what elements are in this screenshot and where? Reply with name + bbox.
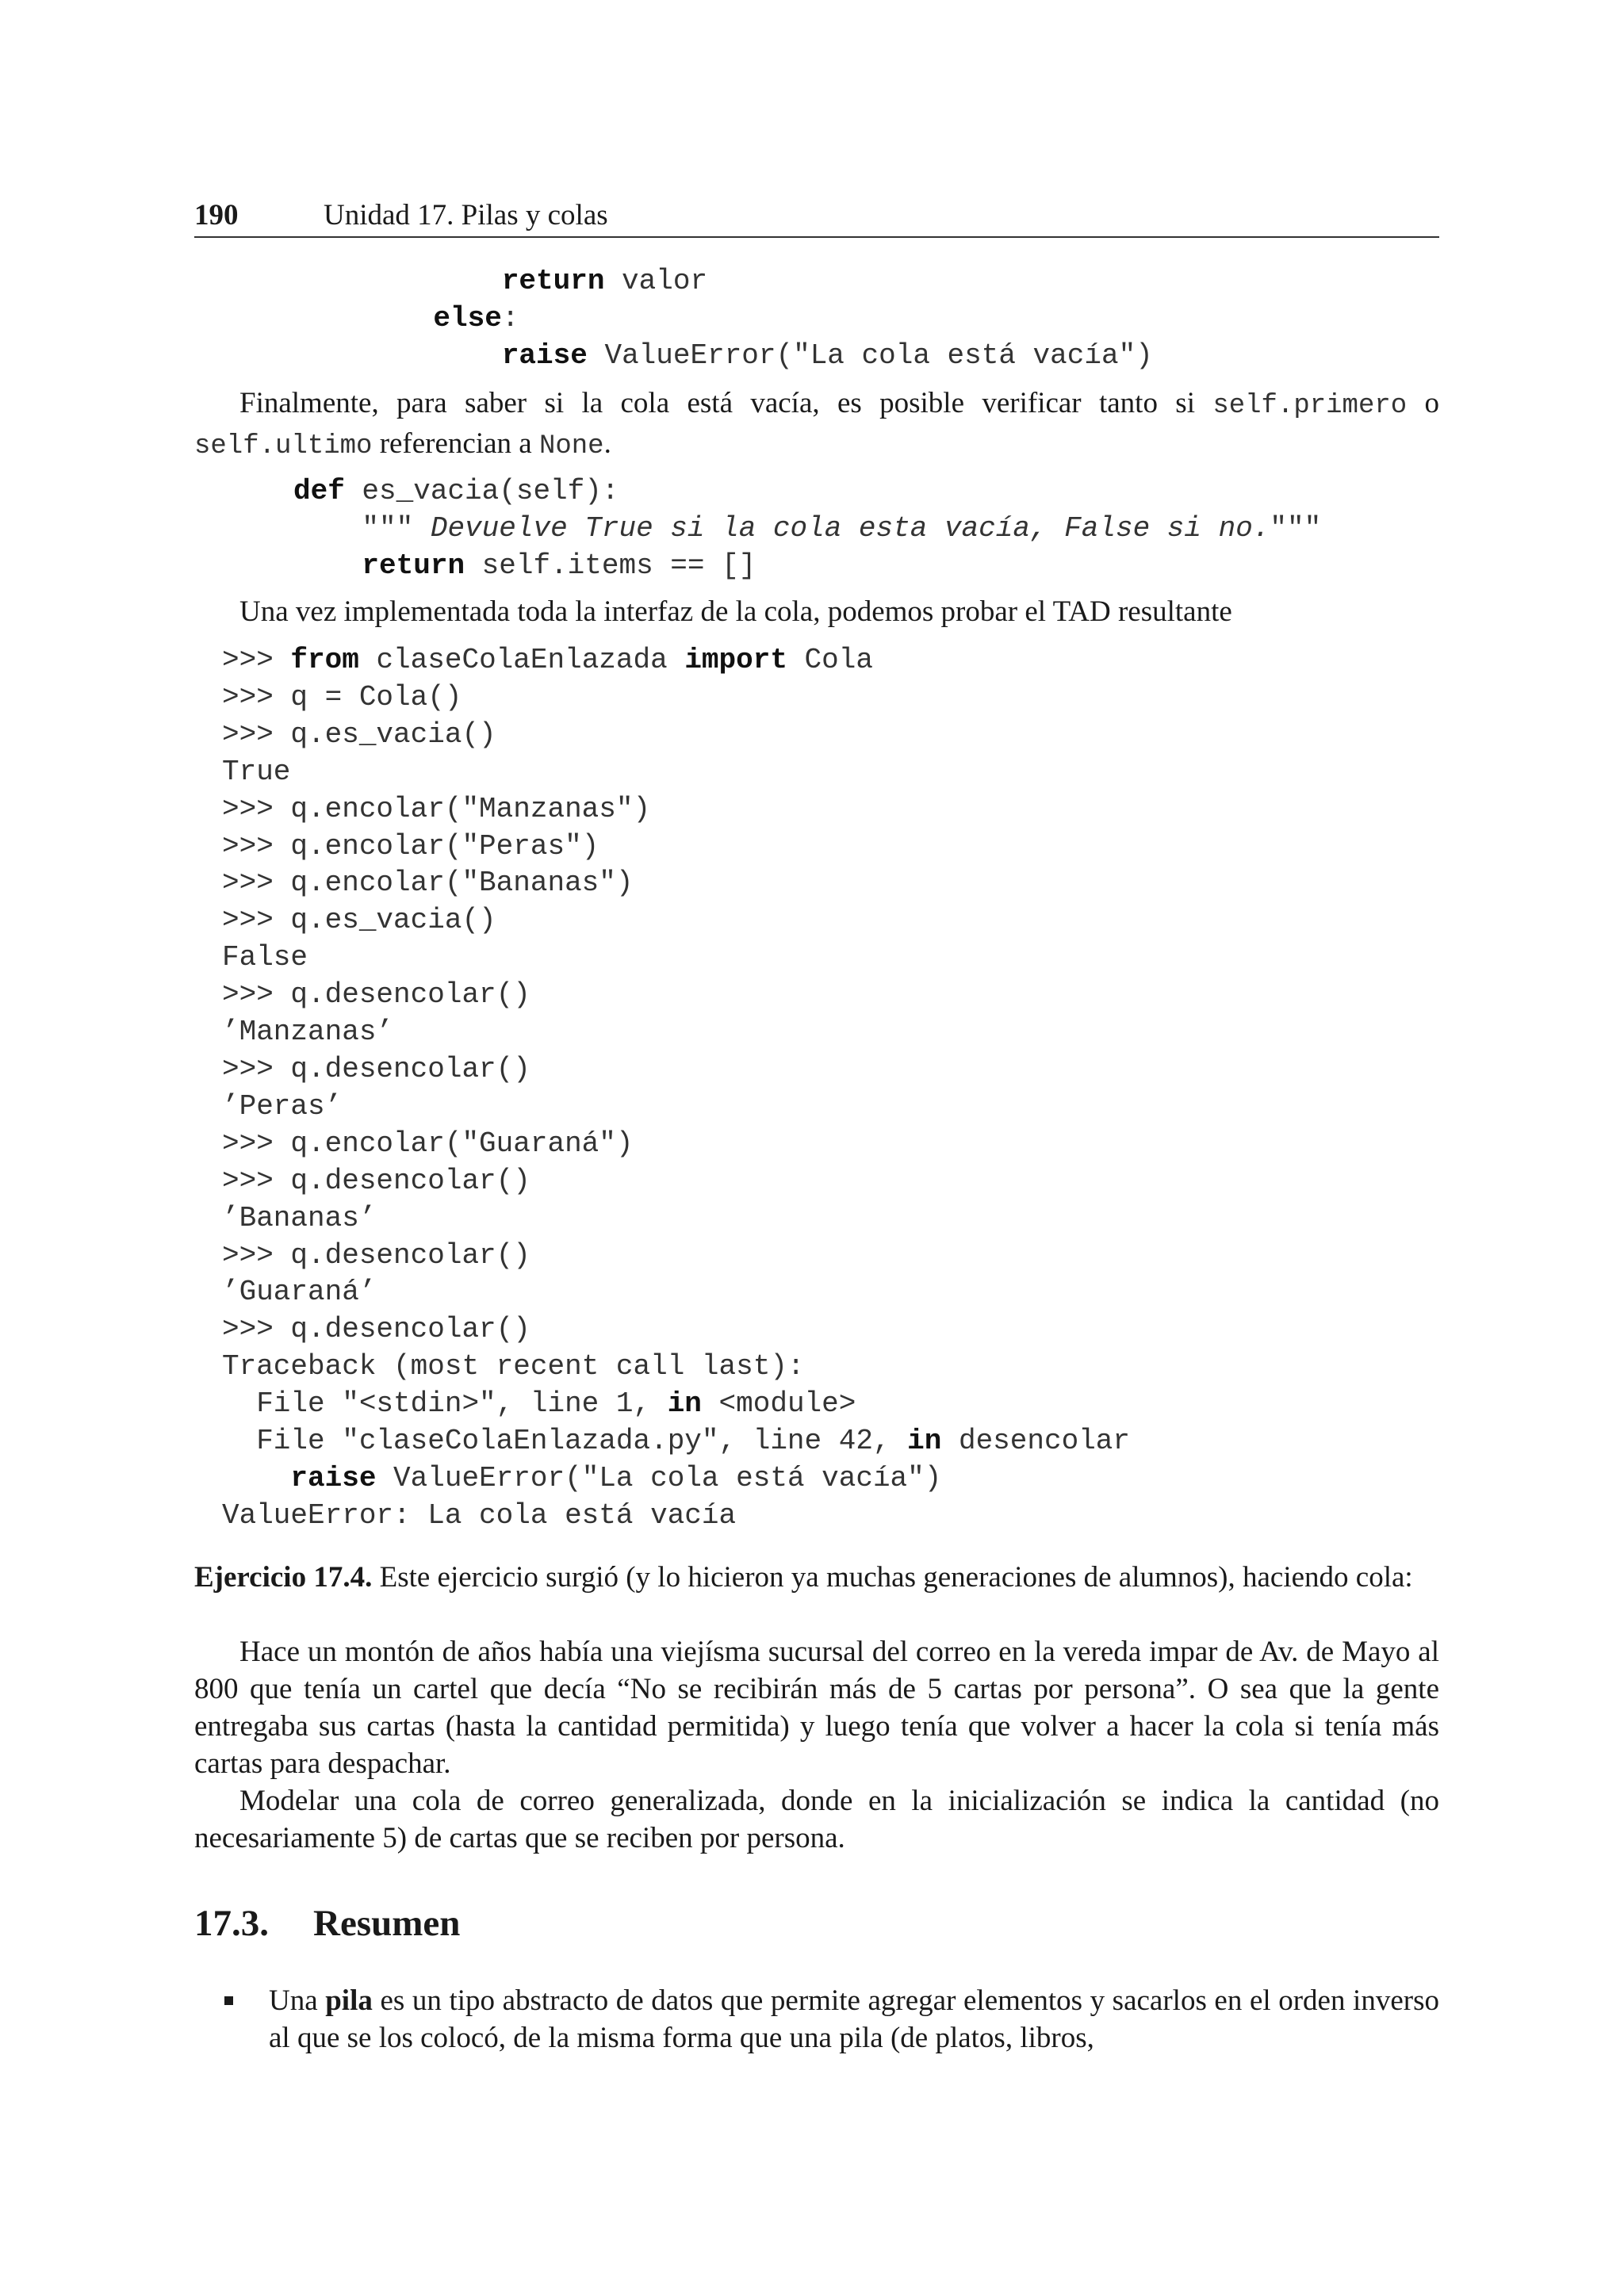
code-line [222,1276,376,1308]
code-keyword: raise [290,1461,377,1494]
code-token: >>> q.es_vacia() [222,904,496,937]
code-line [222,1499,736,1532]
paragraph-finalmente: Finalmente, para saber si la cola está vacía, es posible verificar tanto si self.primero o self.ultimo referencian a None. [194,387,1439,461]
code-token: """ [1270,511,1322,545]
code-token: >>> q.desencolar() [222,1164,530,1197]
running-header [194,198,1439,238]
section-title: Resumen [313,1903,461,1944]
code-line [222,1350,805,1383]
code-token: >>> q.desencolar() [222,1313,530,1346]
inline-code: self.primero [1212,391,1408,421]
code-line [365,339,1153,372]
code-token [365,302,433,335]
code-token: >>> q.desencolar() [222,1238,530,1272]
code-keyword: in [907,1425,942,1458]
code-token: >>> q.desencolar() [222,978,530,1012]
code-block-desencolar-end [365,263,1153,375]
code-keyword: raise [501,339,588,372]
code-token: self.items == [] [465,549,756,582]
exercise-label: Ejercicio 17.4. [194,1561,373,1594]
code-line [222,1462,941,1494]
inline-code: None [538,431,604,461]
code-token: File "claseColaEnlazada.py", line 42, [222,1425,908,1458]
code-token: <module> [701,1387,856,1421]
code-token: >>> q.encolar("Manzanas") [222,792,651,825]
code-keyword: return [501,265,605,297]
code-keyword: return [362,549,465,582]
code-keyword: in [667,1387,702,1421]
code-token: >>> q.encolar("Guaraná") [222,1127,634,1160]
code-line [222,1090,342,1123]
code-token [293,512,362,545]
inline-code: self.ultimo [194,431,373,461]
exercise-paragraph-1: Hace un montón de años había una viejísma sucursal del correo en la vereda impar de Av. de Mayo al 800 que tenía un cartel que decía “No se recibirán más de 5 cartas por persona”. O sea que la gente entregaba sus cartas (hasta la cantidad permitida) y luego tenía que volver a hacer la cola si tenía más cartas para despachar. [194,1636,1439,1780]
code-token: ValueError("La cola está vacía") [587,339,1153,372]
code-line [222,718,496,751]
summary-list [224,1982,1439,2057]
code-keyword: def [293,475,345,507]
chapter-title: Unidad 17. Pilas y colas [324,199,608,232]
code-line [365,302,519,335]
code-token: >>> [222,644,291,676]
code-token [222,1462,290,1494]
code-token: ’Peras’ [222,1089,343,1123]
code-line [222,1425,1130,1457]
code-token: claseColaEnlazada [358,644,685,676]
code-block-interactive-session [222,642,1130,1535]
code-token: >>> q.es_vacia() [222,718,496,751]
code-token: False [222,941,308,974]
code-line [222,941,308,974]
code-line [222,793,650,825]
code-token: >>> q = Cola() [222,680,462,714]
code-keyword: import [684,644,787,676]
code-keyword: from [290,644,359,676]
paragraph-interfaz: Una vez implementada toda la interfaz de la cola, podemos probar el TAD resultante [239,595,1232,628]
code-token: ValueError("La cola está vacía") [376,1461,942,1494]
code-line [222,867,633,899]
code-line [222,1016,393,1048]
code-line [293,549,756,582]
code-keyword: else [433,301,502,335]
code-block-es-vacia [293,473,1321,585]
code-token: True [222,755,291,788]
section-heading [194,1901,460,1946]
code-line [222,904,496,936]
code-token: >>> q.desencolar() [222,1052,530,1085]
code-line [222,644,873,676]
code-token: >>> q.encolar("Bananas") [222,867,634,900]
code-token: Traceback (most recent call last): [222,1350,805,1383]
code-token [365,339,502,372]
code-comment: Devuelve True si la cola esta vacía, False si no. [430,511,1270,545]
code-token: desencolar [941,1425,1130,1458]
code-line [222,756,290,788]
list-item: Una pila es un tipo abstracto de datos que permite agregar elementos y sacarlos en el orden inverso al que se los colocó, de la misma forma que una pila (de platos, libros, [224,1982,1439,2057]
code-token: File "<stdin>", line 1, [222,1387,668,1421]
code-token: """ [362,511,431,545]
code-token [293,549,362,582]
code-line [222,1202,376,1234]
code-line [365,265,707,297]
code-line [222,1313,530,1345]
code-line [222,1165,530,1197]
code-token [365,265,502,297]
code-line [222,1387,856,1420]
code-token: es_vacia(self): [344,475,619,507]
code-line [222,1127,633,1160]
code-line [222,978,530,1011]
code-token: Cola [787,644,873,676]
code-token: ’Bananas’ [222,1201,377,1234]
exercise-intro: Ejercicio 17.4. Este ejercicio surgió (y lo hicieron ya muchas generaciones de alumnos), haciendo cola: [194,1561,1413,1594]
section-number: 17.3. [194,1903,269,1944]
code-token: ValueError: La cola está vacía [222,1498,737,1532]
code-token: ’Guaraná’ [222,1276,377,1309]
bullet-square-icon [224,1996,233,2005]
code-token: ’Manzanas’ [222,1016,394,1049]
code-line [293,475,619,507]
code-token: : [501,301,519,335]
code-line [222,681,462,714]
code-token: valor [604,265,708,297]
code-token: >>> q.encolar("Peras") [222,829,599,863]
exercise-paragraph-2: Modelar una cola de correo generalizada, donde en la inicialización se indica la cantidad (no necesariamente 5) de cartas que se reciben por persona. [194,1785,1439,1854]
page-number: 190 [194,199,239,232]
code-line [293,512,1321,545]
code-line [222,1239,530,1272]
code-line [222,830,599,863]
code-line [222,1053,530,1085]
